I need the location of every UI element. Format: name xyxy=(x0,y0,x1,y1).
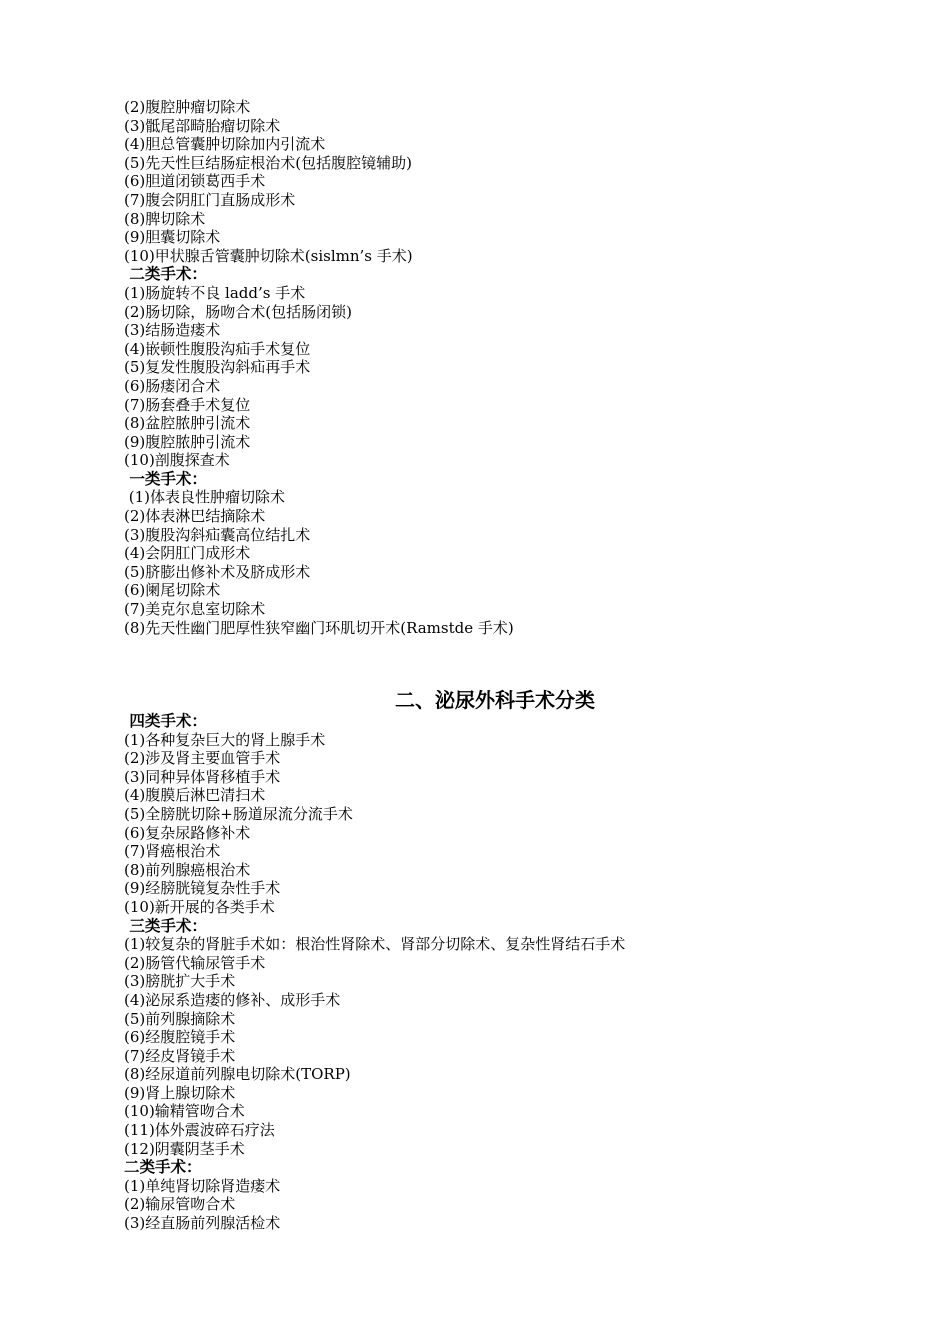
list-item: (5)前列腺摘除术 xyxy=(124,1009,236,1028)
list-item: (8)先天性幽门肥厚性狭窄幽门环肌切开术(Ramstde 手术) xyxy=(124,618,514,637)
list-item: (3)腹股沟斜疝囊高位结扎术 xyxy=(124,525,311,544)
list-item: (3)结肠造瘘术 xyxy=(124,321,221,340)
category-heading-class-1: 一类手术： xyxy=(124,469,207,488)
urology-surgery-list xyxy=(124,712,844,1233)
pediatric-surgery-list xyxy=(124,98,844,637)
list-item: (6)阑尾切除术 xyxy=(124,581,221,600)
list-item: (12)阴囊阴茎手术 xyxy=(124,1139,245,1158)
list-item: (1)各种复杂巨大的肾上腺手术 xyxy=(124,730,326,749)
list-item: (5)脐膨出修补术及脐成形术 xyxy=(124,562,311,581)
list-item: (1)较复杂的肾脏手术如：根治性肾除术、肾部分切除术、复杂性肾结石手术 xyxy=(124,935,626,954)
list-item: (2)输尿管吻合术 xyxy=(124,1195,236,1214)
list-item: (2)肠管代输尿管手术 xyxy=(124,953,266,972)
list-item: (6)复杂尿路修补术 xyxy=(124,823,251,842)
list-item: (6)肠瘘闭合术 xyxy=(124,376,221,395)
list-item: (8)盆腔脓肿引流术 xyxy=(124,414,251,433)
list-item: (8)经尿道前列腺电切除术(TORP) xyxy=(124,1065,351,1084)
list-item: (4)泌尿系造瘘的修补、成形手术 xyxy=(124,990,341,1009)
list-item: (2)体表淋巴结摘除术 xyxy=(124,507,266,526)
list-item: (4)嵌顿性腹股沟疝手术复位 xyxy=(124,339,311,358)
list-item: (4)会阴肛门成形术 xyxy=(124,544,251,563)
list-item: (1)体表良性肿瘤切除术 xyxy=(124,488,286,507)
list-item: (8)前列腺癌根治术 xyxy=(124,860,251,879)
list-item: (1)单纯肾切除肾造瘘术 xyxy=(124,1176,281,1195)
list-item: (7)美克尔息室切除术 xyxy=(124,600,266,619)
list-item: (4)胆总管囊肿切除加内引流术 xyxy=(124,135,326,154)
list-item: (11)体外震波碎石疗法 xyxy=(124,1121,275,1140)
list-item: (7)肠套叠手术复位 xyxy=(124,395,251,414)
list-item: (9)胆囊切除术 xyxy=(124,228,221,247)
list-item: (6)胆道闭锁葛西手术 xyxy=(124,172,266,191)
list-item: (7)腹会阴肛门直肠成形术 xyxy=(124,190,296,209)
list-item: (2)肠切除，肠吻合术(包括肠闭锁) xyxy=(124,302,352,321)
section-title: 二、泌尿外科手术分类 xyxy=(395,688,595,712)
list-item: (2)腹腔肿瘤切除术 xyxy=(124,98,251,116)
list-item: (4)腹膜后淋巴清扫术 xyxy=(124,786,266,805)
list-item: (5)全膀胱切除+肠道尿流分流手术 xyxy=(124,804,353,823)
list-item: (3)膀胱扩大手术 xyxy=(124,972,236,991)
category-heading-class-3: 三类手术： xyxy=(124,916,207,935)
list-item: (9)肾上腺切除术 xyxy=(124,1083,236,1102)
list-item: (7)经皮肾镜手术 xyxy=(124,1046,236,1065)
category-heading-class-4: 四类手术： xyxy=(124,712,207,730)
list-item: (1)肠旋转不良 ladd’s 手术 xyxy=(124,283,306,302)
list-item: (3)骶尾部畸胎瘤切除术 xyxy=(124,116,281,135)
list-item: (10)新开展的各类手术 xyxy=(124,897,275,916)
category-heading-class-2: 二类手术： xyxy=(124,265,207,284)
list-item: (10)剖腹探查术 xyxy=(124,451,230,470)
list-item: (5)先天性巨结肠症根治术(包括腹腔镜辅助) xyxy=(124,153,412,172)
list-item: (7)肾癌根治术 xyxy=(124,842,221,861)
category-heading-class-2: 二类手术： xyxy=(124,1158,202,1177)
list-item: (9)经膀胱镜复杂性手术 xyxy=(124,879,281,898)
list-item: (5)复发性腹股沟斜疝再手术 xyxy=(124,358,311,377)
list-item: (3)经直肠前列腺活检术 xyxy=(124,1214,281,1233)
list-item: (2)涉及肾主要血管手术 xyxy=(124,749,281,768)
list-item: (10)输精管吻合术 xyxy=(124,1102,245,1121)
list-item: (3)同种异体肾移植手术 xyxy=(124,767,281,786)
list-item: (8)脾切除术 xyxy=(124,209,206,228)
list-item: (9)腹腔脓肿引流术 xyxy=(124,432,251,451)
list-item: (10)甲状腺舌管囊肿切除术(sislmn’s 手术) xyxy=(124,246,413,265)
list-item: (6)经腹腔镜手术 xyxy=(124,1028,236,1047)
